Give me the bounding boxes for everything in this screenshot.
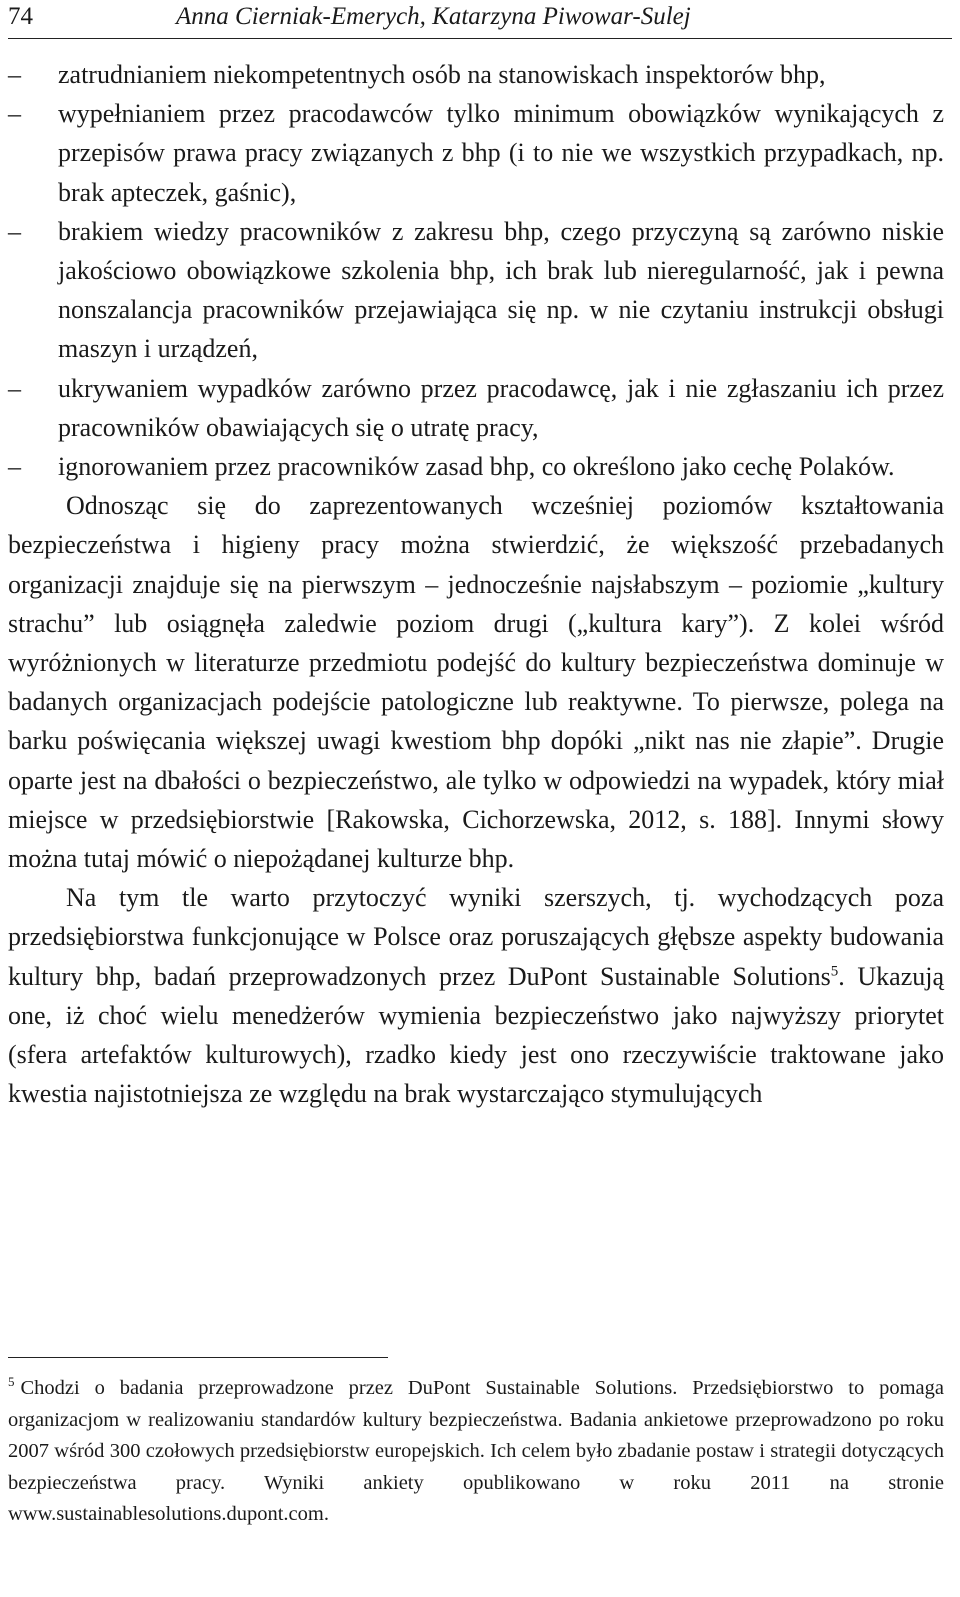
list-item [8,447,944,486]
paragraph-text: Na tym tle warto przytoczyć wyniki szerszych, tj. wychodzących poza przedsiębiorstwa funkcjonujące w Polsce oraz poruszających głębsze aspekty budowania kultury bhp, badań przeprowadzonych przez DuPont Sustainable Solutions [8,883,944,991]
body-text [8,55,944,1113]
paragraph-dupont-study [8,878,944,1113]
dash-marker: – [8,99,21,129]
paragraph-culture-levels: Odnosząc się do zaprezentowanych wcześniej poziomów kształtowania bezpieczeństwa i higieny pracy można stwierdzić, że większość przebadanych organizacji znajduje się na pierwszym – jednocześnie najsłabszym – poziomie „kultury strachu” lub osiągnęła zaledwie poziom drugi („kultura kary”). Z kolei wśród wyróżnionych w literaturze przedmiotu podejść do kultury bezpieczeństwa dominuje w badanych organizacjach podejście patologiczne lub reaktywne. To pierwsze, polega na barku poświęcania większej uwagi kwestiom bhp dopóki „nikt nas nie złapie”. Drugie oparte jest na dbałości o bezpieczeństwo, ale tylko w odpowiedzi na wypadek, który miał miejsce w przedsiębiorstwie [Rakowska, Cichorzewska, 2012, s. 188]. Innymi słowy można tutaj mówić o niepożądanej kulturze bhp. [8,491,944,874]
list-item [8,94,944,212]
running-header [8,0,952,39]
document-page [8,0,952,1597]
footnote-number: 5 [8,1374,15,1390]
list-item-text: wypełnianiem przez pracodawców tylko minimum obowiązków wynikających z przepisów prawa pracy związanych z bhp (i to nie we wszystkich przypadkach, np. brak apteczek, gaśnic), [58,99,944,207]
running-header-authors: Anna Cierniak-Emerych, Katarzyna Piwowar-Sulej [176,3,691,30]
list-item [8,212,944,369]
page-number: 74 [8,3,33,30]
footnote [8,1373,944,1531]
footnote-text: Chodzi o badania przeprowadzone przez DuPont Sustainable Solutions. Przedsiębiorstwo to pomaga organizacjom w realizowaniu standardów kultury bezpieczeństwa. Badania ankietowe przeprowadzono po roku 2007 wśród 300 czołowych przedsiębiorstw europejskich. Ich celem było zbadanie postaw i strategii dotyczących bezpieczeństwa pracy. Wyniki ankiety opublikowano w roku 2011 na stronie www.sustainablesolutions.dupont.com. [8,1377,944,1525]
list-item-text: zatrudnianiem niekompetentnych osób na stanowiskach inspektorów bhp, [58,60,826,89]
list-item-text: brakiem wiedzy pracowników z zakresu bhp, czego przyczyną są zarówno niskie jakościowo obowiązkowe szkolenia bhp, ich brak lub nieregularność, jak i pewna nonszalancja pracowników przejawiająca się np. w nie czytaniu instrukcji obsługi maszyn i urządzeń, [58,216,944,364]
dash-marker: – [8,60,21,89]
list-item-text: ignorowaniem przez pracowników zasad bhp, co określono jako cechę Polaków. [58,452,895,482]
dash-list [8,55,944,486]
dash-marker: – [8,373,21,403]
dash-marker: – [8,452,21,482]
list-item [8,55,944,94]
list-item [8,369,944,447]
paragraph-text: . Ukazują one, iż choć wielu menedżerów wymienia bezpieczeństwo jako najwyższy priorytet (sfera artefaktów kulturowych), rzadko kiedy jest ono rzeczywiście traktowane jako kwestia najistotniejsza ze względu na brak wystarczająco stymulujących [8,961,944,1109]
list-item-text: ukrywaniem wypadków zarówno przez pracodawcę, jak i nie zgłaszaniu ich przez pracowników obawiających się o utratę pracy, [58,373,944,442]
dash-marker: – [8,216,21,246]
footnote-reference[interactable]: 5 [830,963,839,980]
footnote-separator [8,1357,388,1358]
